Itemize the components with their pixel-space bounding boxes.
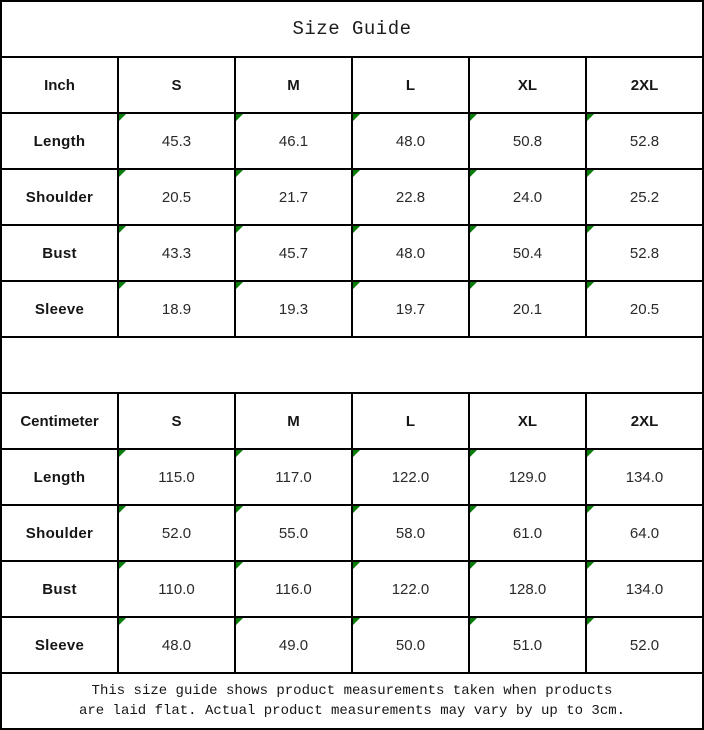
table-cell bbox=[236, 562, 351, 616]
inch-col-xl: XL bbox=[470, 58, 585, 112]
table-cell bbox=[353, 618, 468, 672]
cell-value: 128.0 bbox=[508, 580, 547, 598]
corner-marker-icon bbox=[587, 450, 594, 457]
cm-row-label-bust: Bust bbox=[2, 562, 117, 616]
table-cell bbox=[236, 226, 351, 280]
table-cell bbox=[470, 114, 585, 168]
table-cell bbox=[470, 226, 585, 280]
inch-unit-header: Inch bbox=[2, 58, 117, 112]
table-cell bbox=[236, 114, 351, 168]
corner-marker-icon bbox=[470, 226, 477, 233]
table-cell bbox=[119, 450, 234, 504]
cell-value: 129.0 bbox=[508, 468, 547, 486]
cell-value: 49.0 bbox=[278, 636, 309, 654]
cell-value: 19.3 bbox=[278, 300, 309, 318]
cell-value: 52.0 bbox=[629, 636, 660, 654]
cm-row-label-sleeve: Sleeve bbox=[2, 618, 117, 672]
page-title: Size Guide bbox=[2, 2, 702, 56]
cell-value: 20.5 bbox=[629, 300, 660, 318]
table-cell bbox=[587, 114, 702, 168]
inch-row-label-shoulder: Shoulder bbox=[2, 170, 117, 224]
table-cell bbox=[119, 562, 234, 616]
table-cell bbox=[353, 170, 468, 224]
cell-value: 110.0 bbox=[158, 580, 195, 598]
corner-marker-icon bbox=[587, 506, 594, 513]
corner-marker-icon bbox=[470, 450, 477, 457]
table-cell bbox=[470, 562, 585, 616]
corner-marker-icon bbox=[353, 450, 360, 457]
inch-row-label-bust: Bust bbox=[2, 226, 117, 280]
cell-value: 134.0 bbox=[625, 580, 664, 598]
cm-unit-header: Centimeter bbox=[2, 394, 117, 448]
table-cell bbox=[587, 282, 702, 336]
cell-value: 50.0 bbox=[395, 636, 426, 654]
inch-row-label-sleeve: Sleeve bbox=[2, 282, 117, 336]
corner-marker-icon bbox=[470, 618, 477, 625]
inch-col-s: S bbox=[119, 58, 234, 112]
corner-marker-icon bbox=[353, 170, 360, 177]
table-cell bbox=[236, 170, 351, 224]
table-cell bbox=[236, 282, 351, 336]
cell-value: 48.0 bbox=[161, 636, 192, 654]
cell-value: 51.0 bbox=[512, 636, 543, 654]
corner-marker-icon bbox=[236, 618, 243, 625]
corner-marker-icon bbox=[470, 282, 477, 289]
corner-marker-icon bbox=[236, 282, 243, 289]
cm-col-xl: XL bbox=[470, 394, 585, 448]
cell-value: 116.0 bbox=[275, 580, 312, 598]
corner-marker-icon bbox=[353, 226, 360, 233]
corner-marker-icon bbox=[236, 562, 243, 569]
cell-value: 50.8 bbox=[512, 132, 543, 150]
table-cell bbox=[119, 282, 234, 336]
table-cell bbox=[587, 450, 702, 504]
corner-marker-icon bbox=[119, 170, 126, 177]
corner-marker-icon bbox=[236, 450, 243, 457]
table-cell bbox=[587, 562, 702, 616]
table-cell bbox=[587, 506, 702, 560]
spacer-row bbox=[2, 338, 702, 392]
cm-col-m: M bbox=[236, 394, 351, 448]
corner-marker-icon bbox=[353, 506, 360, 513]
table-cell bbox=[119, 506, 234, 560]
table-cell bbox=[353, 226, 468, 280]
cell-value: 122.0 bbox=[391, 468, 430, 486]
table-cell bbox=[353, 562, 468, 616]
corner-marker-icon bbox=[587, 282, 594, 289]
cell-value: 19.7 bbox=[395, 300, 426, 318]
table-cell bbox=[119, 170, 234, 224]
table-cell bbox=[470, 450, 585, 504]
cm-row-label-shoulder: Shoulder bbox=[2, 506, 117, 560]
table-cell bbox=[353, 450, 468, 504]
table-cell bbox=[236, 618, 351, 672]
corner-marker-icon bbox=[587, 114, 594, 121]
table-cell bbox=[470, 618, 585, 672]
cell-value: 58.0 bbox=[395, 524, 426, 542]
table-cell bbox=[587, 226, 702, 280]
corner-marker-icon bbox=[119, 226, 126, 233]
cell-value: 50.4 bbox=[512, 244, 543, 262]
cell-value: 24.0 bbox=[512, 188, 543, 206]
cell-value: 115.0 bbox=[158, 468, 195, 486]
table-cell bbox=[470, 282, 585, 336]
inch-row-label-length: Length bbox=[2, 114, 117, 168]
cell-value: 18.9 bbox=[161, 300, 192, 318]
table-cell bbox=[353, 114, 468, 168]
cell-value: 117.0 bbox=[275, 468, 312, 486]
table-cell bbox=[587, 618, 702, 672]
table-cell bbox=[236, 506, 351, 560]
cell-value: 21.7 bbox=[278, 188, 309, 206]
corner-marker-icon bbox=[353, 618, 360, 625]
footer-note bbox=[2, 674, 702, 728]
corner-marker-icon bbox=[587, 170, 594, 177]
cm-col-l: L bbox=[353, 394, 468, 448]
corner-marker-icon bbox=[119, 450, 126, 457]
table-cell bbox=[119, 226, 234, 280]
table-cell bbox=[587, 170, 702, 224]
cell-value: 52.0 bbox=[161, 524, 192, 542]
table-cell bbox=[353, 282, 468, 336]
corner-marker-icon bbox=[236, 170, 243, 177]
corner-marker-icon bbox=[236, 226, 243, 233]
cell-value: 22.8 bbox=[395, 188, 426, 206]
corner-marker-icon bbox=[236, 506, 243, 513]
inch-col-2xl: 2XL bbox=[587, 58, 702, 112]
cell-value: 48.0 bbox=[395, 132, 426, 150]
cell-value: 20.5 bbox=[161, 188, 192, 206]
inch-col-m: M bbox=[236, 58, 351, 112]
corner-marker-icon bbox=[236, 114, 243, 121]
cell-value: 64.0 bbox=[629, 524, 660, 542]
corner-marker-icon bbox=[119, 282, 126, 289]
inch-col-l: L bbox=[353, 58, 468, 112]
cell-value: 48.0 bbox=[395, 244, 426, 262]
table-cell bbox=[470, 506, 585, 560]
cell-value: 43.3 bbox=[161, 244, 192, 262]
cell-value: 25.2 bbox=[629, 188, 660, 206]
cm-row-label-length: Length bbox=[2, 450, 117, 504]
corner-marker-icon bbox=[470, 114, 477, 121]
cell-value: 45.7 bbox=[278, 244, 309, 262]
corner-marker-icon bbox=[470, 506, 477, 513]
cell-value: 122.0 bbox=[391, 580, 430, 598]
table-cell bbox=[353, 506, 468, 560]
corner-marker-icon bbox=[353, 562, 360, 569]
cell-value: 45.3 bbox=[161, 132, 192, 150]
cell-value: 55.0 bbox=[278, 524, 309, 542]
table-cell bbox=[470, 170, 585, 224]
corner-marker-icon bbox=[470, 170, 477, 177]
cell-value: 61.0 bbox=[512, 524, 543, 542]
corner-marker-icon bbox=[587, 618, 594, 625]
cell-value: 134.0 bbox=[625, 468, 664, 486]
corner-marker-icon bbox=[587, 562, 594, 569]
table-cell bbox=[119, 114, 234, 168]
corner-marker-icon bbox=[470, 562, 477, 569]
cell-value: 52.8 bbox=[629, 132, 660, 150]
corner-marker-icon bbox=[119, 562, 126, 569]
corner-marker-icon bbox=[353, 114, 360, 121]
table-cell bbox=[236, 450, 351, 504]
cell-value: 46.1 bbox=[278, 132, 309, 150]
corner-marker-icon bbox=[587, 226, 594, 233]
corner-marker-icon bbox=[119, 618, 126, 625]
footer-note-line1: This size guide shows product measurements taken when products bbox=[91, 683, 613, 699]
cell-value: 52.8 bbox=[629, 244, 660, 262]
corner-marker-icon bbox=[119, 506, 126, 513]
footer-note-line2: are laid flat. Actual product measurements may vary by up to 3cm. bbox=[78, 703, 626, 719]
corner-marker-icon bbox=[119, 114, 126, 121]
table-cell bbox=[119, 618, 234, 672]
cm-col-2xl: 2XL bbox=[587, 394, 702, 448]
corner-marker-icon bbox=[353, 282, 360, 289]
cm-col-s: S bbox=[119, 394, 234, 448]
cell-value: 20.1 bbox=[512, 300, 543, 318]
